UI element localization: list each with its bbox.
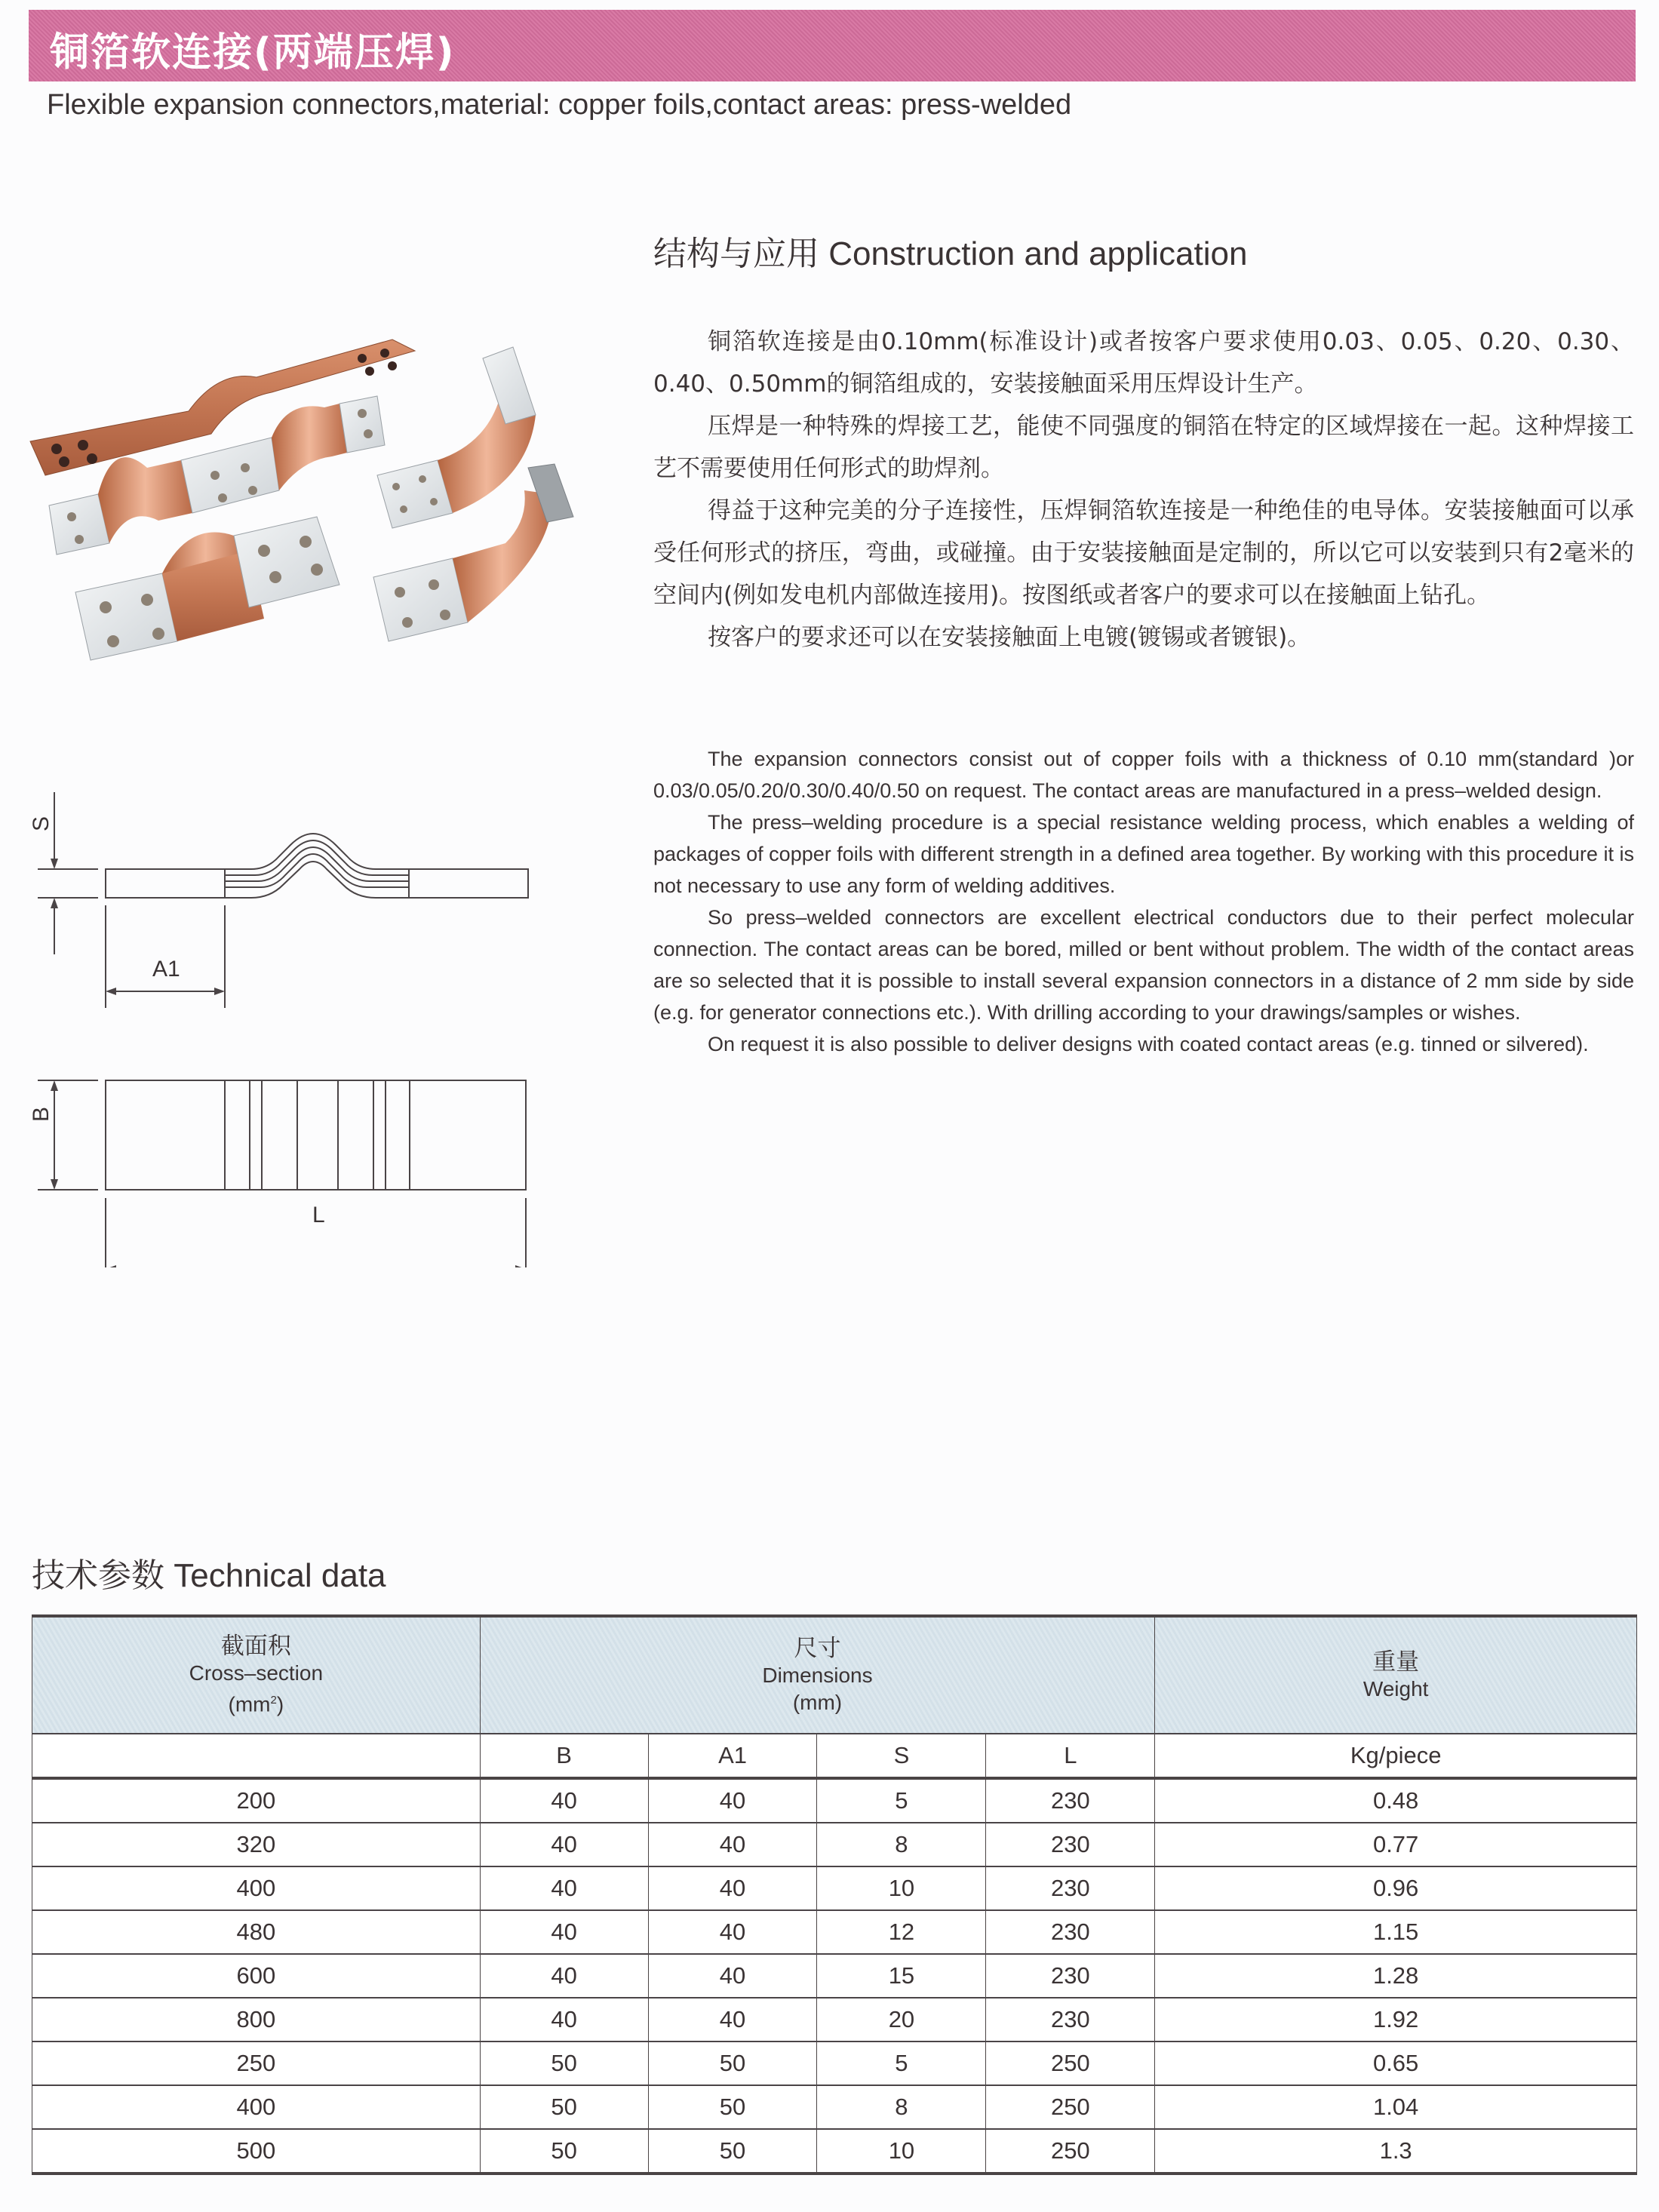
cell-a1: 40 [648,1823,817,1866]
side-left-contact [106,869,225,898]
technical-data-table [32,1614,1637,2175]
cell-s: 10 [817,2129,986,2174]
cell-weight: 1.04 [1155,2085,1637,2129]
cell-s: 8 [817,2085,986,2129]
cell-b: 40 [480,1954,648,1998]
header-cross-section: 截面积 Cross–section $(mm^2)$ [32,1616,481,1734]
cell-cross-section: 600 [32,1954,481,1998]
label-a1: A1 [152,957,180,982]
dimension-drawing [15,785,558,1267]
cell-cross-section: 500 [32,2129,481,2174]
cell-cross-section: 400 [32,1866,481,1910]
product-photo [15,324,634,671]
label-l: L [312,1203,325,1227]
en-paragraph: The press–welding procedure is a special resistance welding process, which enables a welding of packages of copper foils with different strength in a defined area together. By working with this procedure it is not necessary to use any form of welding additives. [653,811,1634,897]
cell-s: 5 [817,2041,986,2085]
cell-s: 12 [817,1910,986,1954]
cn-paragraph: 得益于这种完美的分子连接性，压焊铜箔软连接是一种绝佳的电导体。安装接触面可以承受任何形式的挤压，弯曲，或碰撞。由于安装接触面是定制的，所以它可以安装到只有2毫米的空间内(例如发电机内部做连接用)。按图纸或者客户的要求可以在接触面上钻孔。 [653,497,1634,609]
cell-weight: 0.65 [1155,2041,1637,2085]
cell-b: 40 [480,1910,648,1954]
table-row [32,2129,1637,2174]
construction-cn-text [653,321,1634,659]
cell-s: 10 [817,1866,986,1910]
cell-a1: 40 [648,1954,817,1998]
table-row [32,1998,1637,2041]
cell-b: 50 [480,2085,648,2129]
subheader-empty [32,1734,481,1778]
cell-b: 40 [480,1998,648,2041]
cell-weight: 1.15 [1155,1910,1637,1954]
cell-weight: 1.92 [1155,1998,1637,2041]
en-paragraph: So press–welded connectors are excellent electrical conductors due to their perfect molecular connection. The contact areas can be bored, milled or bent without problem. The width of the contact areas are so selected that it is possible to install several expansion connectors in a distance of 2 mm side by side (e.g. for generator connections etc.). With drilling according to your drawings/samples or wishes. [653,906,1634,1024]
cell-a1: 40 [648,1910,817,1954]
cell-a1: 50 [648,2085,817,2129]
subheader-l: L [986,1734,1155,1778]
cell-b: 40 [480,1823,648,1866]
cell-a1: 40 [648,1778,817,1823]
cell-l: 230 [986,1954,1155,1998]
cell-cross-section: 800 [32,1998,481,2041]
cell-a1: 40 [648,1998,817,2041]
cell-l: 230 [986,1910,1155,1954]
page-subtitle: Flexible expansion connectors,material: copper foils,contact areas: press-welded [47,89,1072,121]
construction-heading: 结构与应用 Construction and application [653,235,1248,272]
header-dimensions: 尺寸 Dimensions (mm) [480,1616,1155,1734]
top-view-outline [106,1080,526,1190]
cell-cross-section: 400 [32,2085,481,2129]
cell-cross-section: 200 [32,1778,481,1823]
cell-weight: 1.3 [1155,2129,1637,2174]
cn-paragraph: 按客户的要求还可以在安装接触面上电镀(镀锡或者镀银)。 [708,624,1311,651]
table-header-row [32,1616,1637,1734]
label-s: S [29,816,54,832]
cell-s: 15 [817,1954,986,1998]
cell-s: 8 [817,1823,986,1866]
cell-l: 230 [986,1823,1155,1866]
cell-b: 50 [480,2129,648,2174]
table-row [32,2041,1637,2085]
cell-l: 230 [986,1998,1155,2041]
page-title: 铜箔软连接(两端压焊) [50,30,456,75]
subheader-weight-unit: Kg/piece [1155,1734,1637,1778]
en-paragraph: On request it is also possible to deliver designs with coated contact areas (e.g. tinned or silvered). [708,1033,1589,1055]
cell-a1: 50 [648,2129,817,2174]
table-row [32,1954,1637,1998]
copper-connector-4 [75,517,339,660]
construction-en-text [653,743,1634,1060]
cell-l: 250 [986,2041,1155,2085]
cell-cross-section: 250 [32,2041,481,2085]
cell-cross-section: 320 [32,1823,481,1866]
cell-s: 20 [817,1998,986,2041]
side-right-contact [409,869,528,898]
s-arrowhead-bottom [51,898,58,908]
cell-b: 40 [480,1778,648,1823]
subheader-s: S [817,1734,986,1778]
en-paragraph: The expansion connectors consist out of copper foils with a thickness of 0.10 mm(standard )or 0.03/0.05/0.20/0.30/0.40/0.50 on request. The contact areas are manufactured in a press–welded design. [653,748,1634,802]
label-b: B [29,1106,54,1123]
cell-l: 230 [986,1866,1155,1910]
cell-cross-section: 480 [32,1910,481,1954]
subheader-a1: A1 [648,1734,817,1778]
copper-connector-3 [377,347,536,528]
s-arrowhead-top [51,859,58,869]
table-row [32,1866,1637,1910]
cell-weight: 0.48 [1155,1778,1637,1823]
cell-weight: 1.28 [1155,1954,1637,1998]
subheader-b: B [480,1734,648,1778]
title-banner [29,10,1636,81]
cell-l: 250 [986,2129,1155,2174]
cell-s: 5 [817,1778,986,1823]
table-row [32,2085,1637,2129]
cell-l: 250 [986,2085,1155,2129]
cell-l: 230 [986,1778,1155,1823]
cell-b: 50 [480,2041,648,2085]
cn-paragraph: 压焊是一种特殊的焊接工艺，能使不同强度的铜箔在特定的区域焊接在一起。这种焊接工艺不需要使用任何形式的助焊剂。 [653,413,1634,482]
table-subheader-row [32,1734,1637,1778]
table-row [32,1823,1637,1866]
cell-a1: 50 [648,2041,817,2085]
table-row [32,1778,1637,1823]
cell-weight: 0.77 [1155,1823,1637,1866]
cn-paragraph: 铜箔软连接是由0.10mm(标准设计)或者按客户要求使用0.03、0.05、0.20、0.30、0.40、0.50mm的铜箔组成的，安装接触面采用压焊设计生产。 [653,328,1634,398]
cell-a1: 40 [648,1866,817,1910]
cell-b: 40 [480,1866,648,1910]
table-row [32,1910,1637,1954]
technical-heading: 技术参数 Technical data [32,1557,386,1594]
header-weight: 重量 Weight [1155,1616,1637,1734]
cell-weight: 0.96 [1155,1866,1637,1910]
